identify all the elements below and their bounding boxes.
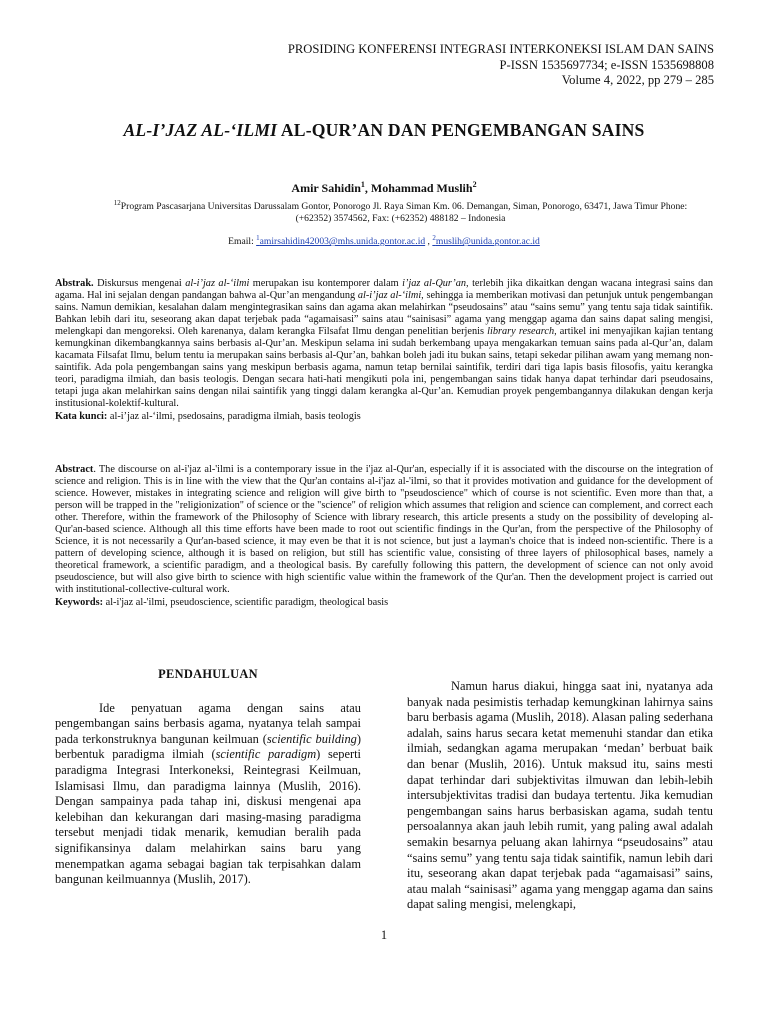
abstract-id-text-1: Diskursus mengenai: [93, 278, 186, 289]
intro-italic-1: scientific building: [266, 731, 357, 746]
author-separator: ,: [364, 181, 371, 195]
abstract-id-italic-1: al-i’jaz al-‘ilmi: [185, 278, 250, 289]
abstract-id-text-3: terlebih jika dikaitkan dengan wacana integrasi sains dan agama. Hal ini sejalan dengan pandangan bahwa al-Qur’an mengandung: [55, 278, 713, 302]
header-issn: P-ISSN 1535697734; e-ISSN 1535698808: [499, 57, 714, 72]
affiliation-line-2: (+62352) 3574562, Fax: (+62352) 488182 – Indonesia: [295, 213, 506, 225]
keywords-en-text: al-i'jaz al-'ilmi, pseudoscience, scientific paradigm, theological basis: [103, 596, 389, 608]
abstract-id-body: [55, 278, 713, 411]
abstract-id-italic-4: library research,: [487, 326, 557, 338]
abstract-id-label: Abstrak.: [55, 278, 94, 289]
intro-text-3: ) seperti paradigma Integrasi Interkoneksi, Reintegrasi Keilmuan, Islamisasi Ilmu, dan paradigma lainnya (Muslih, 2016). Dengan sampainya pada tahap ini, diskusi mengenai apa kelebihan dan kekurangan dari masing-masing paradigma tersebut menjadi tidak menarik, kemudian beralih pada signifikansinya dalam melahirkan sains baru yang menempatkan agama sebagai bagian tak terpisahkan dalam bangunan keilmuannya (Muslih, 2017).: [55, 747, 361, 887]
section-heading-introduction: PENDAHULUAN: [158, 667, 258, 681]
body-column-right: [407, 679, 713, 913]
email-separator: ,: [425, 236, 433, 248]
abstract-id-italic-2: i’jaz al-Qur’an,: [402, 278, 469, 289]
author-1: Amir Sahidin: [291, 181, 361, 195]
keywords-english: [55, 597, 713, 609]
abstract-en-text: . The discourse on al-i'jaz al-'ilmi is a contemporary issue in the i'jaz al-Qur'an, especially if it is associated with the discourse on the integration of science and religion. This is in line with the view that the Qur'an contains al-i'jaz al-'ilmi, so that it provides motivation and guidance for the development of science. However, mistakes in integrating science and religion will give birth to "pseudoscience" which of course is not scientific. Even more than that, a person will be trapped in the "religionization" of science or the "science" of religion which assumes that religion and science can complement, and correct each other. Therefore, within the framework of the Philosophy of Science with library research, this article presents a study on the possibility of developing al-Qur'an-based science. Although all this time efforts have been made to root out scientific findings in the Qur'an, from the perspective of the Philosophy of Science, it is not necessarily a Qur'an-based science, it may even be that it is not science, but just a layman's choice that is indeed non-scientific. There is a pattern of developing science, although it is based on religion, but still has scientific value, consisting of three layers of philosophical bases, namely a theoretical framework, a scientific paradigm, and a theological basis. By carefully following this pattern, the development of science can not only avoid pseudoscience, but will also give birth to science with high scientific value within the framework of the Qur'an. Then the development project is carried out with institutional-collective-cultural work.: [55, 464, 713, 596]
email-link-2[interactable]: [432, 236, 539, 247]
proceedings-header: [288, 42, 714, 89]
intro-italic-2: scientific paradigm: [215, 747, 317, 762]
paper-title: [0, 120, 768, 141]
affiliation: [88, 197, 713, 225]
abstract-id-text-4: sehingga ia memberikan motivasi dan petunjuk untuk pengembangan sains. Namun demikian, kesalahan dalam mengintegrasikan sains dan agama akan melahirkan “pseudosains” atau “sains semu” yang tentu saja tidak saintifik. Bahkan lebih dari itu, seseorang akan dapat terjebak pada “agamaisasi” sains atau “sainisasi” agama yang menggap agama dan sains dapat saling mengisi, melengkapi dan mengoreksi. Oleh karenanya, dalam kerangka Filsafat Ilmu dengan penelitian berjenis: [55, 290, 713, 338]
abstract-id-italic-3: al-i’jaz al-‘ilmi,: [357, 290, 424, 302]
title-rest: AL-QUR’AN DAN PENGEMBANGAN SAINS: [277, 120, 645, 140]
author-list: [0, 180, 768, 196]
abstract-en-label: Abstract: [55, 464, 94, 475]
affiliation-line-1: Program Pascasarjana Universitas Darussalam Gontor, Ponorogo Jl. Raya Siman Km. 06. Demangan, Siman, Ponorogo, 63471, Jawa Timur Phone:: [120, 201, 688, 213]
title-italic-part: AL-I’JAZ AL-‘ILMI: [123, 120, 278, 140]
abstract-id-text-2: merupakan isu kontemporer dalam: [249, 278, 403, 289]
intro-text-1: Ide penyatuan agama dengan sains atau pengembangan sains berbasis agama, nyatanya telah sampai pada terkonstruknya bangunan keilmuan (: [55, 700, 361, 746]
abstract-id-text-5: artikel ini menyajikan kajian tentang kemungkinan dikembangkannya sains berbasis al-Qur’an. Meskipun selama ini sudah berkembang upaya mengakarkan temuan sains pada al-Qur’an, dalam kacamata Filsafat Ilmu, belum tentu ia merupakan sains berbasis al-Qur’an, bahkan boleh jadi itu bukan sains, tetapi sekedar pilihan awam yang memang non-saintifik. Ada pola pengembangan sains yang meskipun berbasis agama, namun tetap bernilai saintifik, terdiri dari tiga lapis basis filosofis, yaitu kerangka teori, paradigma ilmiah, dan basis teologis. Dengan secara hati-hati mengikuti pola ini, pengembangan sains tidak hanya dapat terhindar dari pseudosains, tetapi juga akan melahirkan sains dengan nilai saintifik yang tinggi dalam kerangka al-Qur’an. Kemudian proyek pengembangannya dilakukan dengan kerja institusional-kolektif-kultural.: [55, 326, 713, 410]
abstract-english: [55, 464, 713, 609]
keywords-indonesian: [55, 411, 713, 423]
page-number: 1: [380, 928, 388, 942]
abstract-indonesian: [55, 278, 713, 423]
keywords-id-label: Kata kunci:: [55, 410, 108, 422]
intro-text-2: ) berbentuk paradigma ilmiah (: [55, 731, 361, 762]
email-1-marker: 1: [256, 234, 260, 242]
keywords-en-label: Keywords:: [55, 596, 104, 608]
email-2-marker: 2: [432, 234, 436, 242]
affiliation-marker: 12: [113, 199, 121, 207]
email-label: Email:: [228, 236, 257, 248]
email-address-2: muslih@unida.gontor.ac.id: [435, 236, 540, 248]
introduction-paragraph-2: Namun harus diakui, hingga saat ini, nyatanya ada banyak nada pesimistis terhadap kemungkinan lahirnya sains baru berbasis agama (Muslih, 2018). Alasan paling sederhana adalah, sains harus secara ketat memenuhi standar dan etika ilmiah, sedangkan agama merupakan ‘medan’ berbuat baik dan benar (Muslih, 2016). Untuk maksud itu, sains mesti dapat terhindar dari subjektivitas ilmuwan dan lebih-lebih intersubjektivitas tradisi dan budaya tertentu. Jika kemudian pengembangan sains harus berbasiskan agama, sudah tentu persoalannya akan jauh lebih rumit, yang paling awal adalah semakin besarnya peluang akan lahirnya “pseudosains” atau “sains semu” yang tentu saja tidak saintifik, namun lebih dari itu, seseorang akan dapat terjebak pada “agamaisasi” sains, atau malah “sainisasi” agama yang menggap agama dan sains dapat saling mengisi, melengkapi,: [407, 679, 713, 912]
keywords-id-text: al-i’jaz al-‘ilmi, psedosains, paradigma ilmiah, basis teologis: [107, 410, 361, 422]
author-2-marker: 2: [472, 180, 477, 189]
body-column-left: [55, 667, 361, 888]
email-link-1[interactable]: [256, 236, 425, 247]
email-address-1: amirsahidin42003@mhs.unida.gontor.ac.id: [259, 236, 426, 248]
introduction-paragraph-1: [55, 701, 361, 888]
abstract-en-body: [55, 464, 713, 597]
author-1-marker: 1: [360, 180, 365, 189]
header-volume: Volume 4, 2022, pp 279 – 285: [561, 73, 714, 88]
email-line: [0, 234, 768, 247]
author-2: Mohammad Muslih: [370, 181, 473, 195]
header-journal-name: PROSIDING KONFERENSI INTEGRASI INTERKONEKSI ISLAM DAN SAINS: [287, 42, 714, 56]
